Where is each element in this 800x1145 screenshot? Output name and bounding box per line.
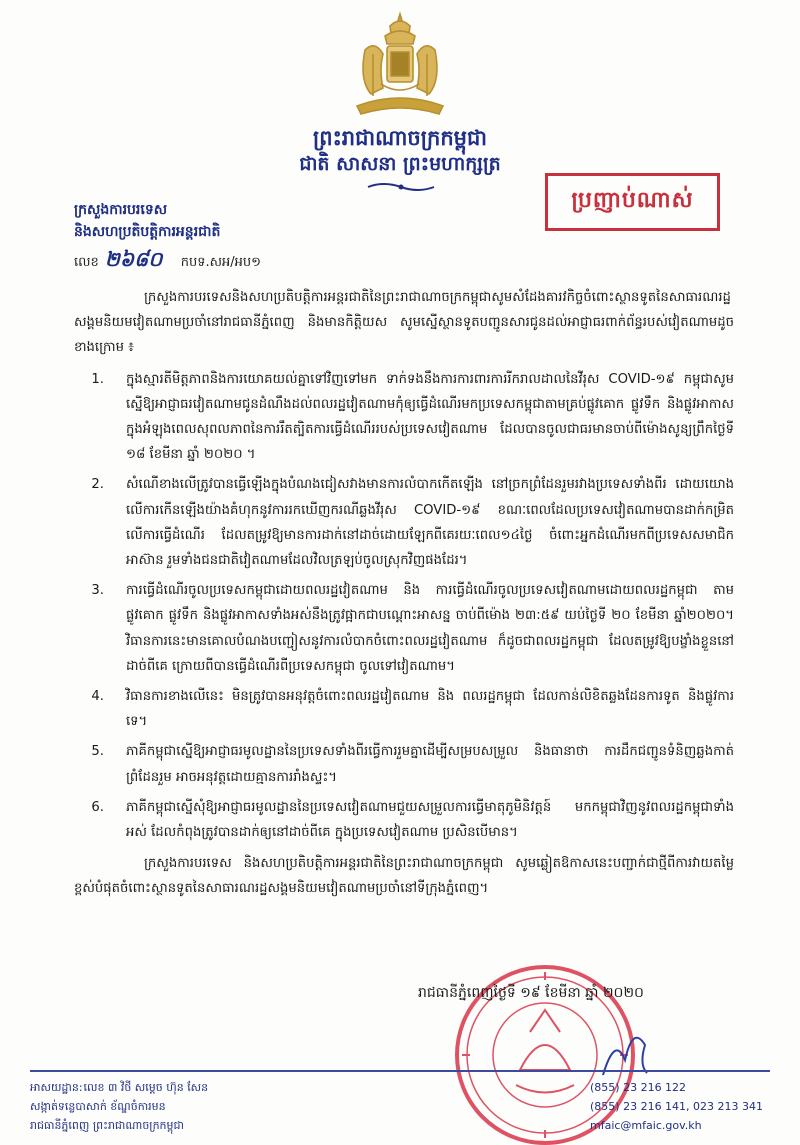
ref-prefix: លេខ [74, 255, 99, 270]
footer-address [30, 1078, 208, 1135]
address-line: សង្កាត់ទន្លេបាសាក់ ខ័ណ្ឌចំការមន [30, 1100, 166, 1113]
closing-paragraph: ក្រសួងការបរទេស និងសហប្រតិបត្តិការអន្តរជាតិនៃព្រះរាជាណាចក្រកម្ពុជា សូមឆ្លៀតឱកាសនេះបញ្ជាក់ជាថ្មីពីការវាយតម្លៃខ្ពស់បំផុតចំពោះស្ថានទូតនៃសាធារណរដ្ឋសង្គមនិយមវៀតណាមប្រចាំនៅទីក្រុងភ្នំពេញ។ [74, 856, 734, 897]
item-number: 3. [91, 583, 104, 599]
item-number: 2. [91, 477, 104, 493]
tel-number: (855) 23 216 122 [590, 1081, 687, 1094]
urgent-stamp: ប្រញាប់ណាស់ [545, 173, 720, 231]
item-text: សំណើខាងលើត្រូវបានធ្វើឡើងក្នុងបំណងជៀសវាងមានការលំបាកកើតឡើង នៅច្រកព្រំដែនរួមរវាងប្រទេសទាំងពីរ ដោយយោងលើការកើនឡើងយ៉ាងគំហុកនូវការរកឃើញករណីឆ្លងវីរុស COVID-១៩ ខណៈពេលដែលប្រទេសវៀតណាមបានដាក់កម្រិតលើការធ្វើដំណើរ ដែលតម្រូវឱ្យមានការដាក់នៅដាច់ដោយឡែកពីគេរយៈពេល១៤ថ្ងៃ ចំពោះអ្នកដំណើរមកពីប្រទេសសមាជិកអាស៊ាន រួមទាំងជនជាតិវៀតណាមដែលវិលត្រឡប់ចូលស្រុកវិញផងដែរ។ [126, 477, 734, 569]
list-item [74, 795, 734, 845]
item-number: 4. [91, 689, 104, 705]
reference-number-line [74, 246, 261, 276]
ref-number: ២៦៨០ [104, 247, 163, 271]
address-line: រាជធានីភ្នំពេញ ព្រះរាជាណាចក្រកម្ពុជា [30, 1119, 184, 1132]
national-motto: ជាតិ សាសនា ព្រះមហាក្សត្រ [299, 153, 501, 175]
address-label: អាសយដ្ឋាន: [30, 1081, 83, 1094]
item-number: 5. [91, 744, 104, 760]
royal-coat-of-arms-icon [335, 10, 465, 120]
item-text: ក្នុងស្មារតីមិត្តភាពនិងការយោគយល់គ្នាទៅវិញទៅមក ទាក់ទងនឹងការការពារការរីករាលដាលនៃវីរុស COVID-១៩ កម្ពុជាសូមស្នើឱ្យអាជ្ញាធរវៀតណាមជូនដំណឹងដល់ពលរដ្ឋវៀតណាមកុំឲ្យធ្វើដំណើរមកប្រទេសកម្ពុជាតាមគ្រប់ផ្លូវគោក ផ្លូវទឹក និងផ្លូវអាកាស ក្នុងអំឡុងពេលសុពលភាពនៃការរឹតត្បិតការធ្វើដំណើររបស់ប្រទេសវៀតណាម ដែលបានចូលជាធរមានចាប់ពីម៉ោងសូន្យព្រឹកថ្ងៃទី ១៨ ខែមីនា ឆ្នាំ ២០២០ ។ [126, 371, 734, 463]
list-item [74, 684, 734, 734]
list-item [74, 367, 734, 468]
footer-divider [30, 1070, 770, 1072]
list-item [74, 578, 734, 679]
numbered-list [74, 367, 734, 846]
signature-mark-icon [595, 1015, 655, 1085]
item-number: 6. [91, 799, 104, 815]
item-number: 1. [91, 371, 104, 387]
intro-paragraph: ក្រសួងការបរទេសនិងសហប្រតិបត្តិការអន្តរជាតិនៃព្រះរាជាណាចក្រកម្ពុជាសូមសំដែងគារវកិច្ចចំពោះស្ថានទូតនៃសាធារណរដ្ឋសង្គមនិយមវៀតណាមប្រចាំនៅរាជធានីភ្នំពេញ និងមានកិត្តិយស សូមស្នើស្ថានទូតបញ្ជូនសារជូនដល់អាជ្ញាធរពាក់ព័ន្ធរបស់វៀតណាមដូចខាងក្រោម ៖ [74, 290, 734, 356]
ref-suffix: កបទ.សអ/អប១ [180, 255, 262, 270]
ornament-divider-icon [366, 181, 436, 193]
item-text: ការធ្វើដំណើរចូលប្រទេសកម្ពុជាដោយពលរដ្ឋវៀតណាម និង ការធ្វើដំណើរចូលប្រទេសវៀតណាមដោយពលរដ្ឋកម្ពុជា តាមផ្លូវគោក ផ្លូវទឹក និងផ្លូវអាកាសទាំងអស់នឹងត្រូវផ្អាកជាបណ្ដោះអាសន្ន ចាប់ពីម៉ោង ២៣:៥៩ យប់ថ្ងៃទី ២០ ខែមីនា ឆ្នាំ២០២០។ វិធានការនេះមានគោលបំណងបញ្ជៀសនូវការលំបាកចំពោះពលរដ្ឋវៀតណាម ក៏ដូចជាពលរដ្ឋកម្ពុជា ដែលតម្រូវឱ្យបង្ខាំងខ្លួននៅដាច់ពីគេ ក្រោយពីបានធ្វើដំណើរពីប្រទេសកម្ពុជា ចូលទៅវៀតណាម។ [126, 583, 734, 674]
footer-contacts [590, 1078, 763, 1135]
ministry-name-cont: និងសហប្រតិបត្តិការអន្តរជាតិ [74, 224, 221, 240]
kingdom-title: ព្រះរាជាណាចក្រកម្ពុជា [312, 125, 487, 150]
list-item [74, 739, 734, 789]
list-item [74, 472, 734, 573]
date-line: រាជធានីភ្នំពេញថ្ងៃទី ១៩ ខែមីនា ឆ្នាំ ២០២០ [418, 985, 644, 1001]
item-text: ភាគីកម្ពុជាស្នើសុំឱ្យអាជ្ញាធរមូលដ្ឋាននៃប្រទេសវៀតណាមជួយសម្រួលការធ្វើមាតុភូមិនិវត្តន៍ មកកម្ពុជាវិញនូវពលរដ្ឋកម្ពុជាទាំងអស់ ដែលកំពុងត្រូវបានដាក់ឲ្យនៅដាច់ពីគេ ក្នុងប្រទេសវៀតណាម ប្រសិនបើមាន។ [126, 799, 734, 841]
item-text: ភាគីកម្ពុជាស្នើឱ្យអាជ្ញាធរមូលដ្ឋាននៃប្រទេសទាំងពីរធ្វើការរួមគ្នាដើម្បីសម្របសម្រួល និងធានាថា ការដឹកជញ្ជូនទំនិញឆ្លងកាត់ព្រំដែនរួម អាចអនុវត្តដោយគ្មានការរាំងស្ទះ។ [126, 744, 734, 785]
fax-number: (855) 23 216 141, 023 213 341 [590, 1100, 764, 1113]
address-line: លេខ ៣ វិថី សម្តេច ហ៊ុន សែន [83, 1081, 209, 1094]
note-body [74, 285, 734, 902]
email-address[interactable]: mfaic@mfaic.gov.kh [590, 1119, 702, 1132]
item-text: វិធានការខាងលើនេះ មិនត្រូវបានអនុវត្តចំពោះពលរដ្ឋវៀតណាម និង ពលរដ្ឋកម្ពុជា ដែលកាន់លិខិតឆ្លងដែនការទូត និងផ្លូវការទេ។ [126, 689, 734, 730]
ministry-name: ក្រសួងការបរទេស [74, 202, 168, 218]
